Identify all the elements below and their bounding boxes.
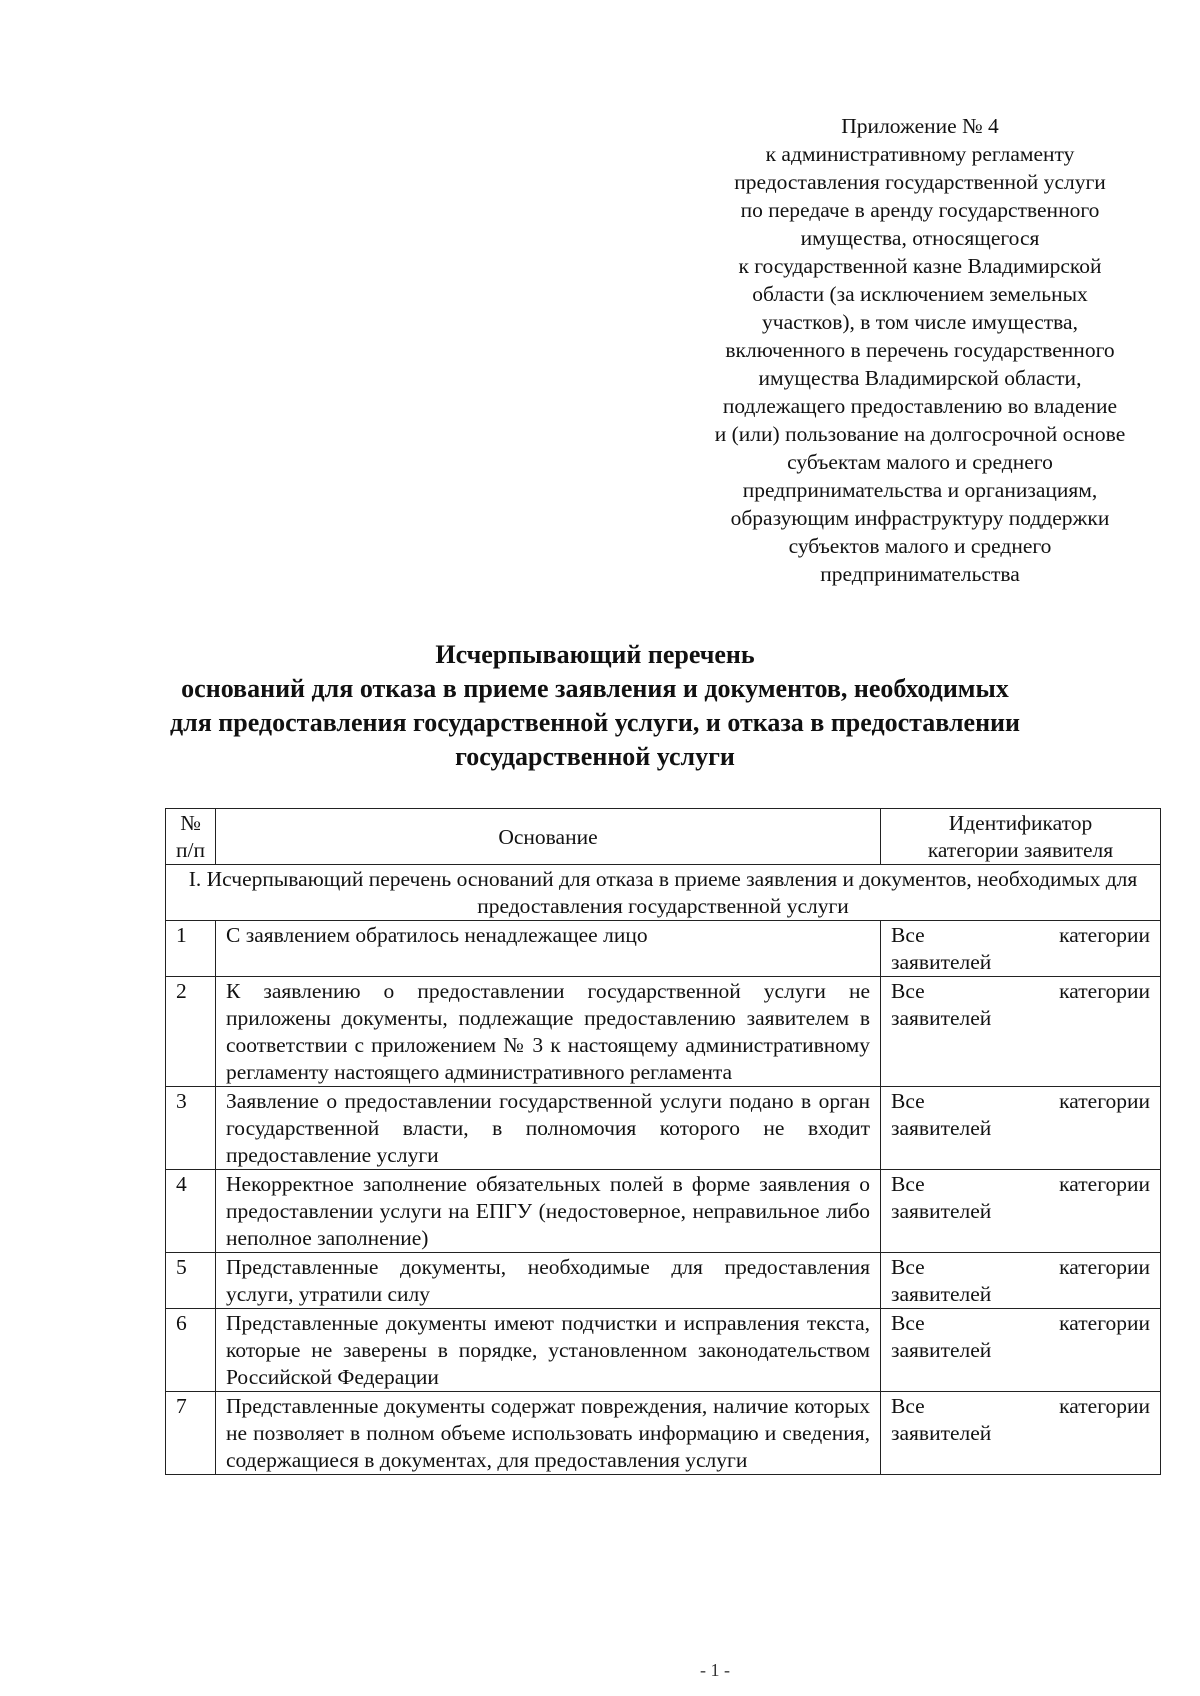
page-number: - 1 -	[700, 1660, 730, 1680]
row-basis: Представленные документы имеют подчистки и исправления текста, которые не заверены в порядке, установленном законодательством Российской Федерации	[216, 1309, 881, 1392]
annex-line: предпринимательства	[820, 562, 1020, 586]
row-category	[881, 1087, 1161, 1170]
cat-word: заявителей	[891, 950, 992, 974]
header-num	[166, 809, 216, 865]
annex-reference	[690, 112, 1150, 588]
annex-line: и (или) пользование на долгосрочной основе	[714, 422, 1126, 446]
row-number: 5	[166, 1253, 216, 1309]
cat-word: заявителей	[891, 1006, 992, 1030]
title-line: для предоставления государственной услуги, и отказа в предоставлении	[169, 708, 1021, 737]
cat-word: категории	[1059, 979, 1150, 1003]
row-basis: Представленные документы содержат повреждения, наличие которых не позволяет в полном объеме использовать информацию и сведения, содержащиеся в документах, для предоставления услуги	[216, 1392, 881, 1475]
table-row	[166, 977, 1161, 1087]
cat-word: заявителей	[891, 1282, 992, 1306]
cat-word: заявителей	[891, 1421, 992, 1445]
cat-word: заявителей	[891, 1116, 992, 1140]
header-cat-line2: категории заявителя	[927, 838, 1114, 862]
annex-line: Приложение № 4	[841, 114, 999, 138]
annex-line: субъектам малого и среднего	[787, 450, 1053, 474]
header-num-line2: п/п	[176, 838, 205, 862]
cat-word: Все	[891, 1255, 925, 1279]
row-category	[881, 1170, 1161, 1253]
cat-word: заявителей	[891, 1199, 992, 1223]
cat-word: заявителей	[891, 1338, 992, 1362]
table-row	[166, 1253, 1161, 1309]
title-line: Исчерпывающий перечень	[435, 640, 755, 669]
row-number: 3	[166, 1087, 216, 1170]
row-number: 7	[166, 1392, 216, 1475]
cat-word: категории	[1059, 1394, 1150, 1418]
title-line: оснований для отказа в приеме заявления и документов, необходимых	[181, 674, 1009, 703]
row-number: 6	[166, 1309, 216, 1392]
cat-word: Все	[891, 1394, 925, 1418]
cat-word: категории	[1059, 1255, 1150, 1279]
annex-line: к государственной казне Владимирской	[738, 254, 1102, 278]
row-category	[881, 1392, 1161, 1475]
cat-word: Все	[891, 979, 925, 1003]
annex-line: предоставления государственной услуги	[734, 170, 1106, 194]
table-row	[166, 921, 1161, 977]
table-row	[166, 1087, 1161, 1170]
cat-word: категории	[1059, 1172, 1150, 1196]
row-category	[881, 1253, 1161, 1309]
row-category	[881, 921, 1161, 977]
section-heading: I. Исчерпывающий перечень оснований для отказа в приеме заявления и документов, необходимых для предоставления государственной услуги	[166, 865, 1161, 921]
annex-line: предпринимательства и организациям,	[742, 478, 1098, 502]
annex-line: имущества Владимирской области,	[758, 366, 1082, 390]
table-row	[166, 1392, 1161, 1475]
annex-line: имущества, относящегося	[800, 226, 1040, 250]
grounds-table	[165, 808, 1161, 1475]
annex-line: области (за исключением земельных	[752, 282, 1088, 306]
annex-line: по передаче в аренду государственного	[740, 198, 1100, 222]
row-number: 2	[166, 977, 216, 1087]
annex-line: подлежащего предоставлению во владение	[722, 394, 1118, 418]
row-number: 1	[166, 921, 216, 977]
row-category	[881, 1309, 1161, 1392]
annex-line: включенного в перечень государственного	[725, 338, 1115, 362]
row-category	[881, 977, 1161, 1087]
cat-word: категории	[1059, 1089, 1150, 1113]
cat-word: Все	[891, 1172, 925, 1196]
row-basis: К заявлению о предоставлении государственной услуги не приложены документы, подлежащие предоставлению заявителем в соответствии с приложением № 3 к настоящему административному регламенту настоящего административного регламента	[216, 977, 881, 1087]
row-basis: С заявлением обратилось ненадлежащее лицо	[216, 921, 881, 977]
header-cat-line1: Идентификатор	[948, 811, 1093, 835]
document-title	[160, 638, 1030, 774]
table-header-row	[166, 809, 1161, 865]
table-row	[166, 1170, 1161, 1253]
cat-word: категории	[1059, 1311, 1150, 1335]
row-basis: Представленные документы, необходимые для предоставления услуги, утратили силу	[216, 1253, 881, 1309]
section-row	[166, 865, 1161, 921]
row-basis: Заявление о предоставлении государственной услуги подано в орган государственной власти, в полномочия которого не входит предоставление услуги	[216, 1087, 881, 1170]
table-row	[166, 1309, 1161, 1392]
cat-word: категории	[1059, 923, 1150, 947]
annex-line: участков), в том числе имущества,	[762, 310, 1078, 334]
cat-word: Все	[891, 923, 925, 947]
row-basis: Некорректное заполнение обязательных полей в форме заявления о предоставлении услуги на ЕПГУ (недостоверное, неправильное либо неполное заполнение)	[216, 1170, 881, 1253]
cat-word: Все	[891, 1311, 925, 1335]
annex-line: образующим инфраструктуру поддержки	[730, 506, 1110, 530]
annex-line: к административному регламенту	[765, 142, 1075, 166]
annex-line: субъектов малого и среднего	[788, 534, 1052, 558]
title-line: государственной услуги	[455, 742, 735, 771]
row-number: 4	[166, 1170, 216, 1253]
cat-word: Все	[891, 1089, 925, 1113]
header-num-line1: №	[180, 811, 201, 835]
header-basis: Основание	[216, 809, 881, 865]
header-category	[881, 809, 1161, 865]
